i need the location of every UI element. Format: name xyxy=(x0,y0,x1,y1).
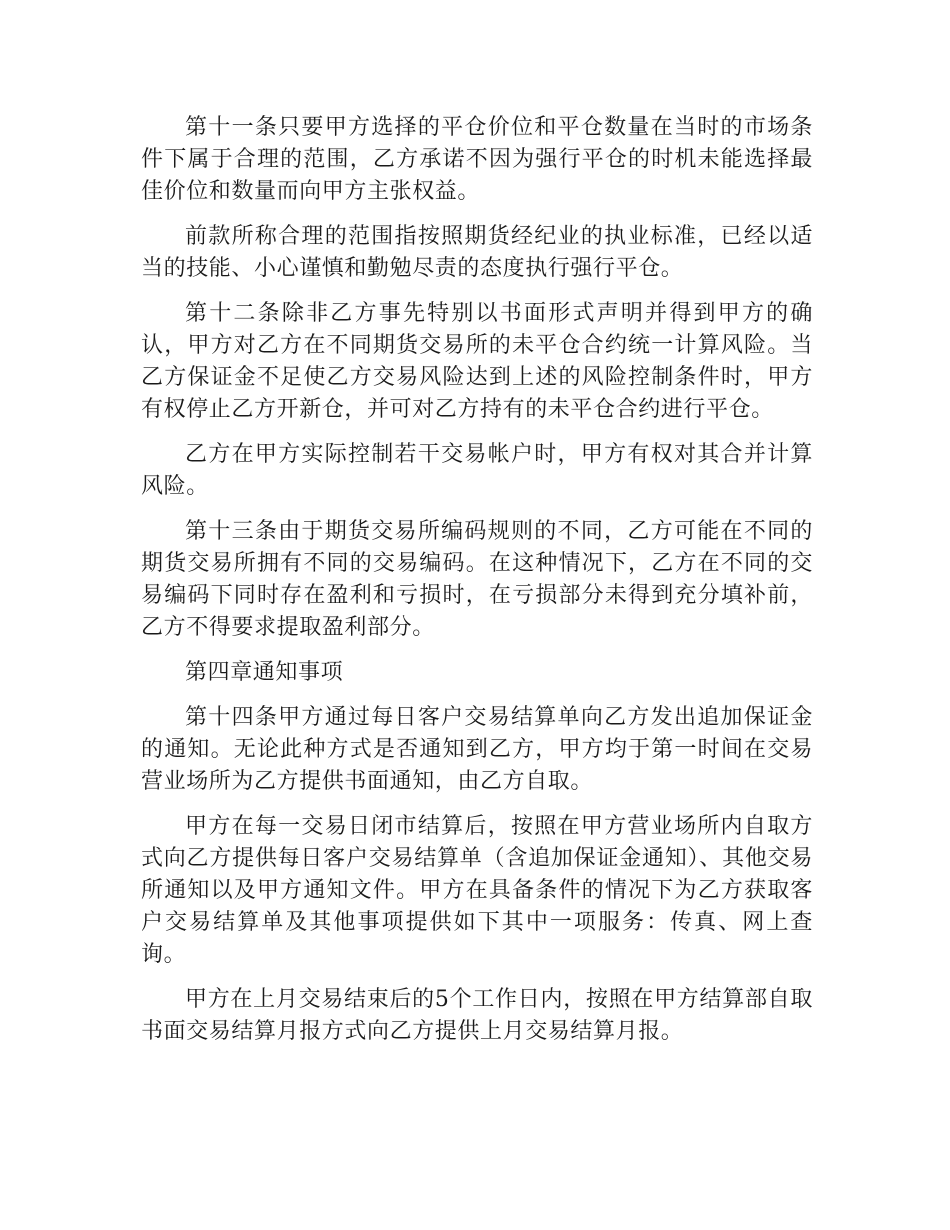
paragraph-article-14: 第十四条甲方通过每日客户交易结算单向乙方发出追加保证金的通知。无论此种方式是否通知到乙方，甲方均于第一时间在交易营业场所为乙方提供书面通知，由乙方自取。 xyxy=(141,705,813,794)
paragraph-article-13: 第十三条由于期货交易所编码规则的不同，乙方可能在不同的期货交易所拥有不同的交易编码。在这种情况下，乙方在不同的交易编码下同时存在盈利和亏损时，在亏损部分未得到充分填补前，乙方不得要求提取盈利部分。 xyxy=(141,519,813,640)
document-body xyxy=(141,112,813,1061)
paragraph-article-11: 第十一条只要甲方选择的平仓价位和平仓数量在当时的市场条件下属于合理的范围，乙方承诺不因为强行平仓的时机未能选择最佳价位和数量而向甲方主张权益。 xyxy=(141,115,813,204)
paragraph-daily-statement: 甲方在每一交易日闭市结算后，按照在甲方营业场所内自取方式向乙方提供每日客户交易结算单（含追加保证金通知）、其他交易所通知以及甲方通知文件。甲方在具备条件的情况下为乙方获取客户交易结算单及其他事项提供如下其中一项服务：传真、网上查询。 xyxy=(141,814,813,967)
paragraph-combined-risk: 乙方在甲方实际控制若干交易帐户时，甲方有权对其合并计算风险。 xyxy=(141,442,813,499)
paragraph-monthly-report: 甲方在上月交易结束后的5个工作日内，按照在甲方结算部自取书面交易结算月报方式向乙方提供上月交易结算月报。 xyxy=(141,987,813,1044)
chapter-heading: 第四章通知事项 xyxy=(185,660,344,685)
paragraph-reasonable-scope: 前款所称合理的范围指按照期货经纪业的执业标准，已经以适当的技能、小心谨慎和勤勉尽责的态度执行强行平仓。 xyxy=(141,224,813,281)
paragraph-article-12: 第十二条除非乙方事先特别以书面形式声明并得到甲方的确认，甲方对乙方在不同期货交易所的未平仓合约统一计算风险。当乙方保证金不足使乙方交易风险达到上述的风险控制条件时，甲方有权停止乙方开新仓，并可对乙方持有的未平仓合约进行平仓。 xyxy=(141,301,813,422)
